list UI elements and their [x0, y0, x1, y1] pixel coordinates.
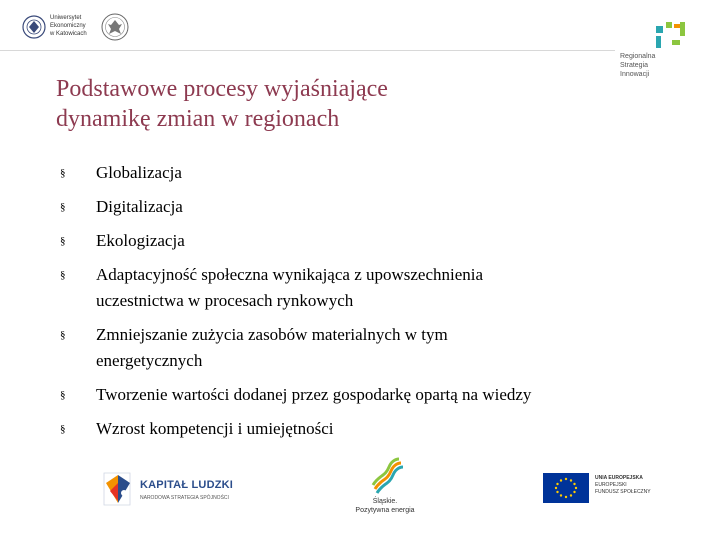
university-name — [50, 14, 94, 38]
slaskie-text — [345, 497, 425, 515]
bullet-text-line: Globalizacja — [96, 163, 182, 182]
slide-title-line: dynamikę zmian w regionach — [56, 106, 340, 132]
bullet-text-line: Adaptacyjność społeczna wynikająca z upowszechnienia — [96, 265, 484, 284]
slaskie-text-line: Śląskie. — [372, 498, 398, 505]
bullet-text — [96, 322, 640, 374]
eu-text-line: UNIA EUROPEJSKA — [595, 475, 643, 481]
bullet-marker: § — [60, 269, 66, 281]
header-divider — [0, 50, 615, 51]
bullet-text-line: Ekologizacja — [96, 231, 185, 250]
slide-header — [0, 0, 720, 78]
university-emblem-icon — [22, 14, 46, 40]
bullet-text-line: Wzrost kompetencji i umiejętności — [96, 419, 334, 438]
bullet-marker: § — [60, 329, 66, 341]
kapital-ludzki-logo — [100, 465, 240, 515]
bullet-marker: § — [60, 235, 66, 247]
university-logo — [22, 12, 92, 44]
strategy-name-line: Regionalna — [620, 53, 656, 60]
slaskie-logo — [345, 455, 425, 525]
eu-text — [595, 475, 651, 496]
strategy-logo — [620, 20, 700, 90]
sponsor-footer — [0, 455, 720, 540]
bullet-text — [96, 160, 640, 186]
kapital-ludzki-logo-icon — [100, 469, 136, 509]
bullet-list — [60, 160, 640, 442]
eu-flag-icon — [543, 473, 589, 503]
university-name-line: Uniwersytet — [50, 15, 82, 21]
bullet-item — [60, 194, 640, 220]
bullet-text-line: Digitalizacja — [96, 197, 183, 216]
bullet-item — [60, 160, 640, 186]
kapital-ludzki-subtitle: NARODOWA STRATEGIA SPÓJNOŚCI — [140, 495, 229, 501]
slaskie-text-line: Pozytywna energia — [355, 507, 415, 514]
university-name-line: w Katowicach — [50, 31, 87, 37]
bullet-item — [60, 416, 640, 442]
strategy-name-line: Strategia — [620, 62, 649, 69]
bullet-text-line: energetycznych — [96, 351, 203, 370]
bullet-item — [60, 322, 640, 374]
bullet-marker: § — [60, 167, 66, 179]
strategy-name-line: Innowacji — [620, 71, 650, 78]
bullet-marker: § — [60, 423, 66, 435]
eu-logo — [543, 473, 683, 505]
eu-text-line: FUNDUSZ SPOŁECZNY — [595, 489, 651, 495]
bullet-text — [96, 382, 640, 408]
bullet-text — [96, 416, 640, 442]
bullet-text — [96, 194, 640, 220]
eu-text-line: EUROPEJSKI — [595, 482, 627, 488]
bullet-text-line: Zmniejszanie zużycia zasobów materialnych w tym — [96, 325, 448, 344]
bullet-text — [96, 262, 640, 314]
bullet-item — [60, 228, 640, 254]
slaskie-wave-logo-icon — [367, 455, 407, 495]
bullet-marker: § — [60, 389, 66, 401]
strategy-name — [620, 52, 655, 79]
bullet-text-line: uczestnictwa w procesach rynkowych — [96, 291, 354, 310]
rsi-logo-icon — [654, 20, 690, 50]
bullet-item — [60, 262, 640, 314]
bullet-item — [60, 382, 640, 408]
bullet-text-line: Tworzenie wartości dodanej przez gospodarkę opartą na wiedzy — [96, 385, 532, 404]
slide-title-line: Podstawowe procesy wyjaśniające — [56, 76, 388, 102]
bullet-text — [96, 228, 640, 254]
bullet-marker: § — [60, 201, 66, 213]
eagle-seal-icon — [100, 12, 130, 42]
kapital-ludzki-name: KAPITAŁ LUDZKI — [140, 479, 234, 491]
university-name-line: Ekonomiczny — [50, 23, 86, 29]
slide-title — [56, 74, 596, 134]
